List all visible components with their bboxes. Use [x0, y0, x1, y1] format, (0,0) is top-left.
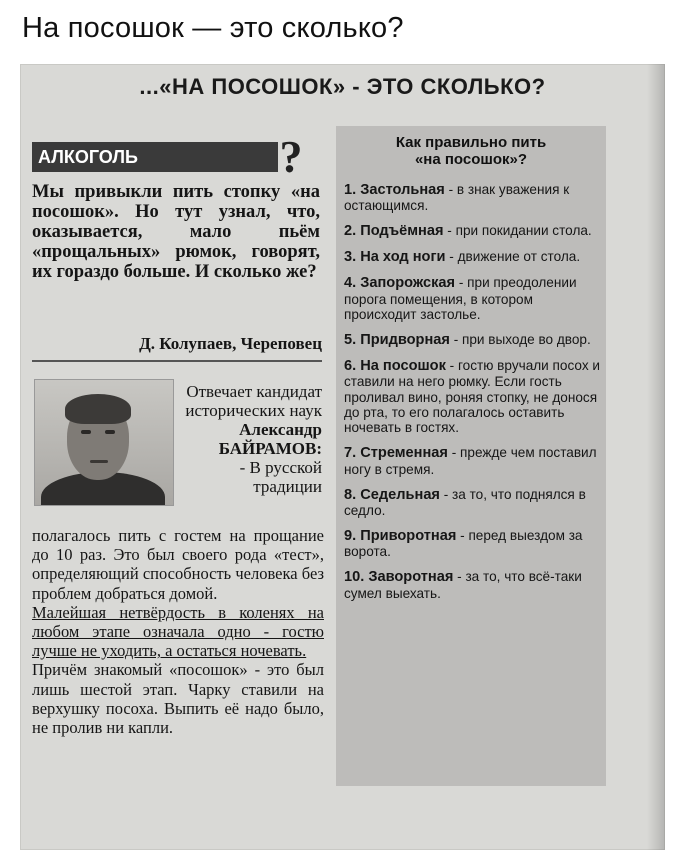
question-mark-icon: ? [279, 131, 303, 182]
list-item [344, 358, 602, 436]
item-term: 1. Застольная [344, 182, 445, 198]
item-desc: - при покидании стола. [443, 223, 592, 239]
item-desc: - прежде чем поставил ногу в стремя. [344, 445, 597, 477]
item-desc: - при выходе во двор. [449, 331, 591, 347]
answer-start: - В русской традиции [239, 458, 322, 496]
item-term: 4. Запорожская [344, 275, 456, 292]
question-author: Д. Колупаев, Череповец [139, 334, 322, 353]
item-term: 10. Заворотная [344, 569, 454, 586]
sidebar-box [336, 126, 606, 786]
list-item [344, 445, 602, 477]
item-desc: - движение от стола. [445, 249, 581, 265]
answer-body [32, 526, 324, 737]
item-term: 8. Седельная [344, 486, 440, 503]
item-desc: - перед выездом за ворота. [344, 527, 583, 560]
item-term: 2. Подъёмная [344, 223, 444, 240]
item-term: 5. Придворная [344, 331, 450, 348]
reader-question: Мы привыкли пить стопку «на посошок». Но тут узнал, что, оказывается, мало пьём «прощальных» рюмок, говорят, их гораздо больше. И сколько же? [32, 182, 320, 282]
divider [32, 360, 322, 362]
rubric-label: АЛКОГОЛЬ [32, 142, 284, 172]
list-item [344, 569, 602, 601]
post-title: На посошок — это сколько? [22, 12, 404, 44]
answer-paragraph: полагалось пить с гостем на прощание до 10 раз. Это был своего рода «тест», определяющий способность человека без проблем добраться домой. [32, 526, 324, 603]
toast-list [344, 182, 602, 611]
sidebar-title [336, 134, 606, 168]
clipping-headline: ...«НА ПОСОШОК» - ЭТО СКОЛЬКО? [139, 74, 546, 99]
list-item [344, 332, 602, 348]
item-desc: - за то, что всё-таки сумел выехать. [344, 569, 582, 601]
expert-name: Александр БАЙРАМОВ: [218, 420, 322, 458]
answer-paragraph: Малейшая нетвёрдость в коленях на любом этапе означала одно - гостю лучше не уходить, а остаться ночевать. [32, 602, 324, 661]
sidebar-title-line: Как правильно пить [395, 134, 547, 151]
answer-intro-role: Отвечает кандидат исторических наук [185, 382, 322, 420]
item-term: 9. Приворотная [344, 527, 457, 544]
item-term: 6. На посошок [344, 357, 446, 374]
item-term: 7. Стременная [344, 445, 448, 462]
list-item [344, 528, 602, 560]
expert-photo [34, 379, 174, 506]
list-item [344, 249, 602, 265]
item-desc: - в знак уважения к остающимся. [344, 182, 570, 214]
list-item [344, 487, 602, 519]
answer-intro [176, 382, 322, 496]
item-term: 3. На ход ноги [344, 249, 446, 266]
item-desc: - за то, что поднялся в седло. [344, 486, 586, 518]
sidebar-title-line: «на посошок»? [414, 151, 528, 168]
newspaper-clipping [20, 64, 665, 850]
list-item [344, 275, 602, 322]
item-desc: - при преодолении порога помещения, в котором происходит застолье. [344, 275, 577, 322]
list-item [344, 223, 602, 239]
list-item [344, 182, 602, 214]
item-desc: - гостю вручали посох и ставили на него рюмку. Если гость проливал вино, роняя стопку, не донося до рта, то его полагалось оставить ночевать в гостях. [344, 357, 601, 436]
answer-paragraph: Причём знакомый «посошок» - это был лишь шестой этап. Чарку ставили на верхушку посоха. Выпить её надо было, не пролив ни капли. [32, 660, 324, 738]
